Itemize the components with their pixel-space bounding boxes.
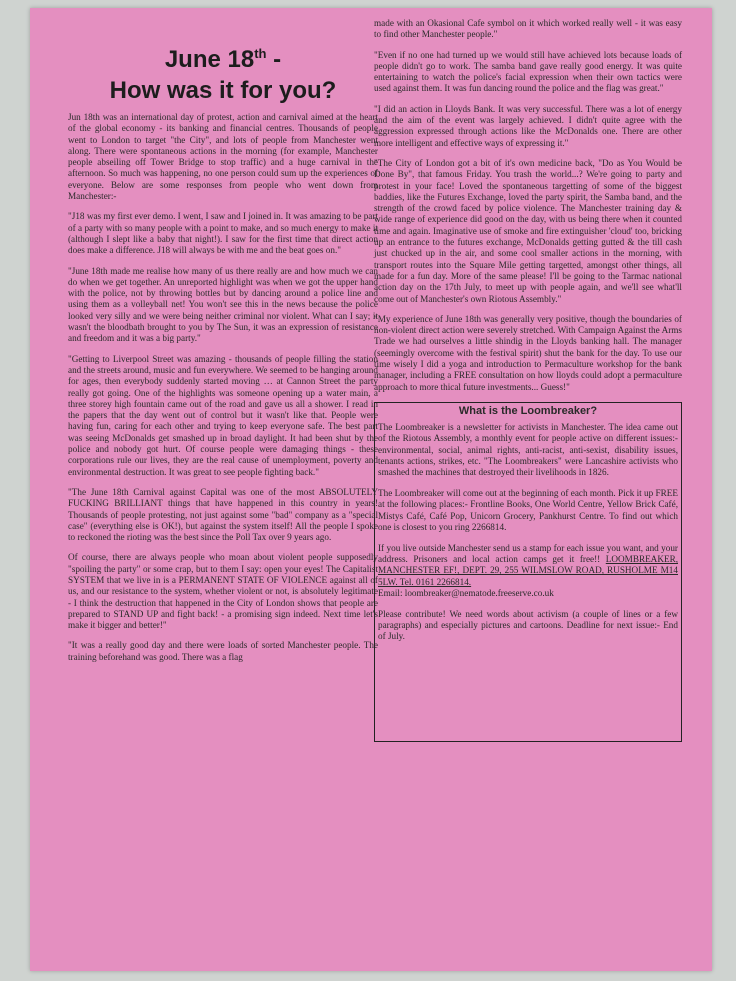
headline-date: June 18	[164, 46, 255, 73]
headline-dash: -	[266, 46, 282, 73]
testimony-paragraph: "June 18th made me realise how many of us there really are and how much we can do when we get together. An unreported highlight was when we got the upper hand with the police, not by throwing bottles but by dancing around a police line and using them as a volleyball net! You won't see this in the news because the police looked very silly and we were being neither criminal nor violent. What can I say; it wasn't the bloodbath brought to you by The Sun, it was an expression of resistance and freedom and it was a big party."	[68, 265, 378, 344]
intro-paragraph: Jun 18th was an international day of protest, action and carnival aimed at the heart of the global economy - its banking and financial centres. Thousands of people went to London to target "the City", and lots of people from Manchester went along. There were spontaneous actions in the morning (for example, Manchester people abseiling off Tower Bridge to stop traffic) and a huge carnival in the afternoon. So much was happening, no one person could sum up the experiences of everyone. Below are some responses from people who went down from Manchester:-	[68, 112, 378, 202]
testimony-paragraph: "I did an action in Lloyds Bank. It was very successful. There was a lot of energy and the aim of the event was largely achieved. I didn't quite agree with the aggression expressed through actions like the McDonalds one. There are other more intelligent and effective ways of expressing it."	[374, 103, 682, 148]
testimony-paragraph: "Getting to Liverpool Street was amazing - thousands of people filling the station and the streets around, music and fun everywhere. We seemed to be hanging around for ages, then everybody suddenly started moving … at Cannon Street the party really got going. One of the highlights was someone opening up a water main, a three storey high fountain came out of the road and gave us all a shower. I read in the papers that the day went out of control but it wasn't like that. People were having fun, caring for each other and trying to keep everyone safe. The best part was seeing McDonalds get smashed up in broad daylight. It had been shut by the police and nobody got hurt. Of course people were damaging things - these corporations rule our lives, they are the real cause of unemployment, poverty and environmental destruction. It was great to see people fighting back."	[68, 353, 378, 477]
headline-date-suffix: th	[254, 46, 267, 61]
testimony-paragraph: "It was a really good day and there were loads of sorted Manchester people. The training beforehand was good. There was a flag	[68, 640, 378, 662]
info-box-availability: The Loombreaker will come out at the beginning of each month. Pick it up FREE at the following places:- Frontline Books, One World Centre, Yellow Brick Café, Mistys Café, Café Pop, Unicorn Grocery, Pankhurst Centre. To find out which one is closest to you ring 2266814.	[378, 488, 678, 532]
testimony-paragraph: "J18 was my first ever demo. I went, I saw and I joined in. It was amazing to be part of a party with so many people with a point to make, and so much energy to make it (although I slept like a baby that night!). I saw for the first time that direct action does make a difference. J18 will always be with me and the beat goes on."	[68, 211, 378, 256]
testimony-paragraph: Of course, there are always people who moan about violent people supposedly "spoiling the party" or some crap, but to them I say: open your eyes! The Capitalist SYSTEM that we live in is a PERMANENT STATE OF VIOLENCE against all of us, and our resistance to the system, whether violent or not, is absolutely legitimate - I think the destruction that happened in the City of London shows that people are prepared to STAND UP and fight back! - a promising sign indeed. Next time let's make it bigger and better!"	[68, 552, 378, 631]
subscribe-text: If you live outside Manchester send us a stamp for each issue you want, and your address. Prisoners and local action camps get it free!!	[378, 542, 678, 565]
newsletter-page	[30, 8, 712, 971]
email-address: Email: loombreaker@nematode.freeserve.co.uk	[378, 587, 554, 598]
info-box-subscribe	[378, 543, 678, 599]
info-box-title: What is the Loombreaker?	[458, 404, 598, 417]
left-column	[68, 18, 378, 672]
info-box-contribute: Please contribute! We need words about activism (a couple of lines or a few paragraphs) and especially pictures and cartoons. Deadline for next issue:- End of July.	[378, 608, 678, 642]
postal-address: LOOMBREAKER, MANCHESTER EF!, DEPT. 29, 255 WILMSLOW ROAD, RUSHOLME M14 5LW. Tel. 0161 2266814.	[378, 554, 678, 587]
testimony-paragraph: made with an Okasional Cafe symbol on it which worked really well - it was easy to find other Manchester people."	[374, 18, 682, 40]
info-box-about: The Loombreaker is a newsletter for activists in Manchester. The idea came out of the Riotous Assembly, a monthly event for people active on different issues:- environmental, social, animal rights, anti-racist, anti-sexist, disability issues, tenants actions, strikes, etc. "The Loombreakers" were Lancashire activists who smashed the machines that destroyed their livelihoods in 1826.	[378, 422, 678, 477]
right-column	[374, 18, 682, 742]
headline-question: How was it for you?	[109, 77, 337, 104]
testimony-paragraph: "My experience of June 18th was generally very positive, though the boundaries of non-violent direct action were severely stretched. With Campaign Against the Arms Trade we had ourselves a little shindig in the Lloyds banking hall. The manager (seemingly overcome with the festival spirit) shut the bank for the day. To use our time wisely I did a yoga and introduction to Permaculture workshop for the bank manager, including a FREE consultation on how lloyds could adopt a permaculture approach to more thical future investments... Guess!"	[374, 313, 682, 392]
testimony-paragraph: "The June 18th Carnival against Capital was one of the most ABSOLUTELY FUCKING BRILLIANT things that have happened in this country in years! Thousands of people protesting, not just against some "bad" company as a "special case" (everything else is OK!), but against the system itself! All the people I spoke to reckoned the rioting was the best since the Poll Tax over 9 years ago.	[68, 486, 378, 543]
info-box	[374, 402, 682, 742]
testimony-paragraph: "The City of London got a bit of it's own medicine back, "Do as You Would be Done By", that famous Friday. You trash the world...? We're going to party and protest in your face! Loved the spontaneous targetting of some of the biggest baddies, like the Futures Exchange, loved the party spirit, the Samba band, and the strength of the crowd faced by police violence. The Manchester training day & wide range of experience did good on the day, with us being there when it counted time and again. Imaginative use of smoke and fire extinguisher 'cloud' too, bricking up an entrance to the futures exchange, McDonalds getting gutted & the till cash just chucked up in the air, and some cool smaller actions in the morning, with transport routes into the Square Mile getting targetted, amongst other things, all made for a fun day. More of the same please! I'll be going to the Tarmac national action day on the 17th July, to meet up with people again, and we'll see what'll come out of Manchester's own Riotous Assembly."	[374, 157, 682, 304]
headline	[68, 44, 378, 106]
testimony-paragraph: "Even if no one had turned up we would still have achieved lots because loads of people didn't go to work. The samba band gave really good energy. It was quite entertaining to watch the police's facial expression when their own tactics were used against them. It was fun dancing round the police and the flag was great."	[374, 49, 682, 94]
